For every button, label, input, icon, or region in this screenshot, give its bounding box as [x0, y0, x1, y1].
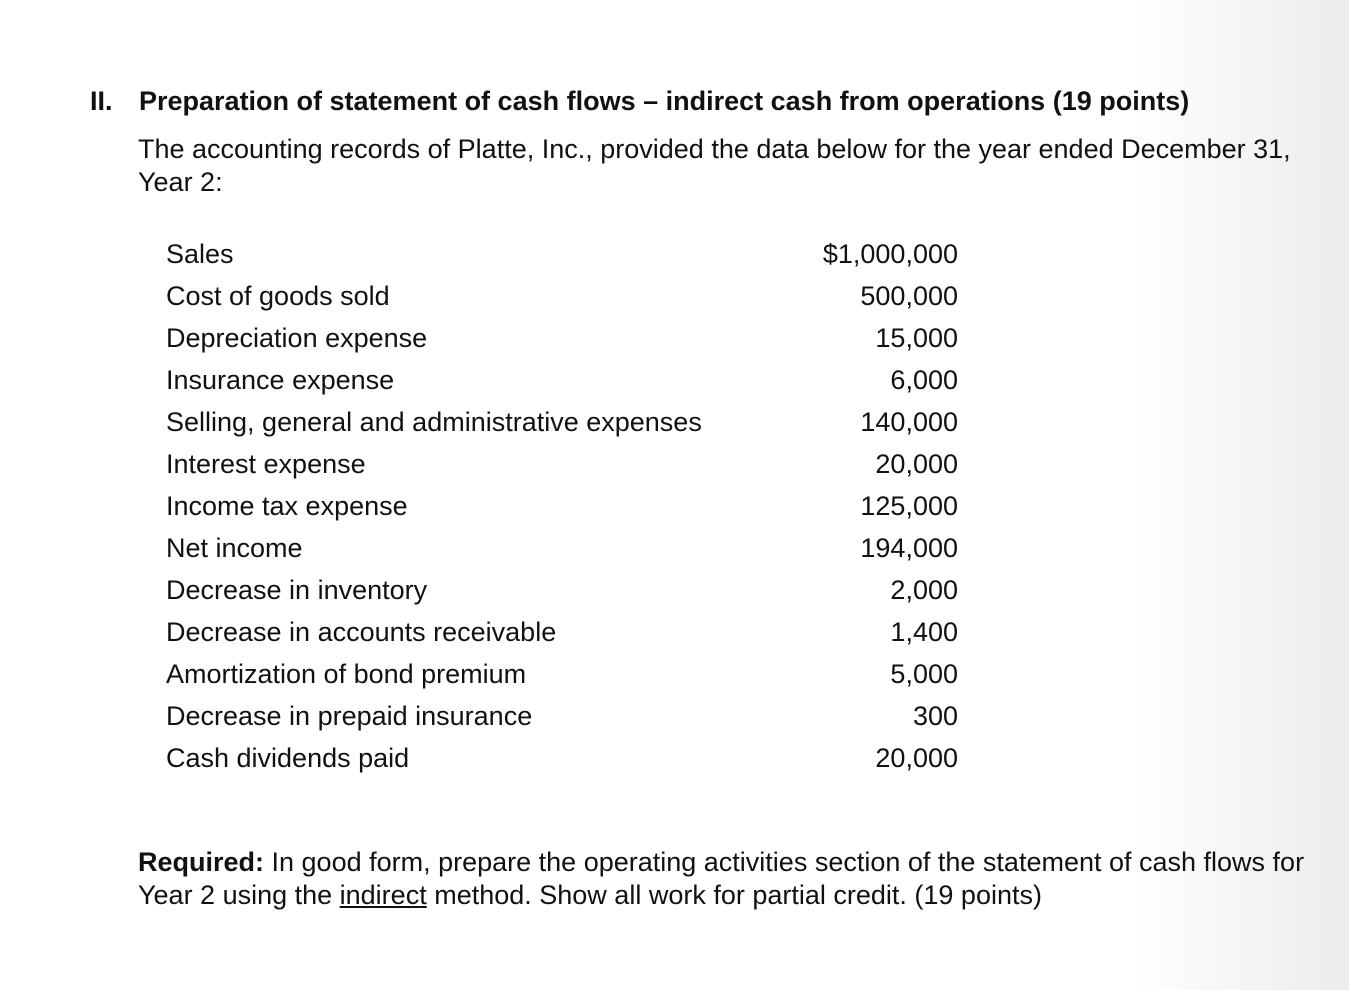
table-row [166, 233, 958, 275]
row-value: 15,000 [875, 323, 958, 353]
row-value: 20,000 [875, 449, 958, 479]
row-value: 194,000 [860, 533, 958, 563]
row-label: Income tax expense [166, 491, 408, 521]
table-row [166, 569, 958, 611]
row-value: 2,000 [890, 575, 958, 605]
row-label: Depreciation expense [166, 323, 428, 353]
section-title: Preparation of statement of cash flows – indirect cash from operations (19 points) [139, 86, 1190, 116]
row-label: Sales [166, 239, 234, 269]
table-row [166, 527, 958, 569]
table-row [166, 485, 958, 527]
table-row [166, 695, 958, 737]
row-value: 500,000 [860, 281, 958, 311]
required-emphasis: indirect [339, 880, 427, 910]
row-label: Interest expense [166, 449, 366, 479]
table-row [166, 401, 958, 443]
section-heading [90, 84, 1189, 118]
table-row [166, 443, 958, 485]
intro-paragraph: The accounting records of Platte, Inc., provided the data below for the year ended December 31, Year 2: [138, 134, 1291, 197]
row-value: 140,000 [860, 407, 958, 437]
table-row [166, 611, 958, 653]
row-value: 125,000 [860, 491, 958, 521]
row-label: Decrease in inventory [166, 575, 428, 605]
row-label: Net income [166, 533, 303, 563]
row-label: Amortization of bond premium [166, 659, 527, 689]
row-label: Insurance expense [166, 365, 395, 395]
row-label: Selling, general and administrative expenses [166, 407, 702, 437]
row-label: Cost of goods sold [166, 281, 390, 311]
row-label: Cash dividends paid [166, 743, 410, 773]
table-row [166, 653, 958, 695]
row-value: 1,400 [890, 617, 958, 647]
row-label: Decrease in accounts receivable [166, 617, 557, 647]
table-row [166, 275, 958, 317]
section-number: II. [90, 86, 113, 116]
table-row [166, 359, 958, 401]
table-row [166, 317, 958, 359]
table-row [166, 737, 958, 779]
row-value: 6,000 [890, 365, 958, 395]
row-value: 5,000 [890, 659, 958, 689]
required-text-before: In good form, prepare the operating activities section of the statement of cash flows for Year 2 using the [138, 847, 1305, 910]
row-value: $1,000,000 [822, 239, 958, 269]
financial-data-table [166, 233, 958, 779]
required-label: Required: [138, 847, 265, 877]
required-text-after: method. Show all work for partial credit. (19 points) [426, 880, 1042, 910]
required-instructions [138, 846, 1318, 912]
row-value: 20,000 [875, 743, 958, 773]
row-label: Decrease in prepaid insurance [166, 701, 533, 731]
row-value: 300 [912, 701, 958, 731]
